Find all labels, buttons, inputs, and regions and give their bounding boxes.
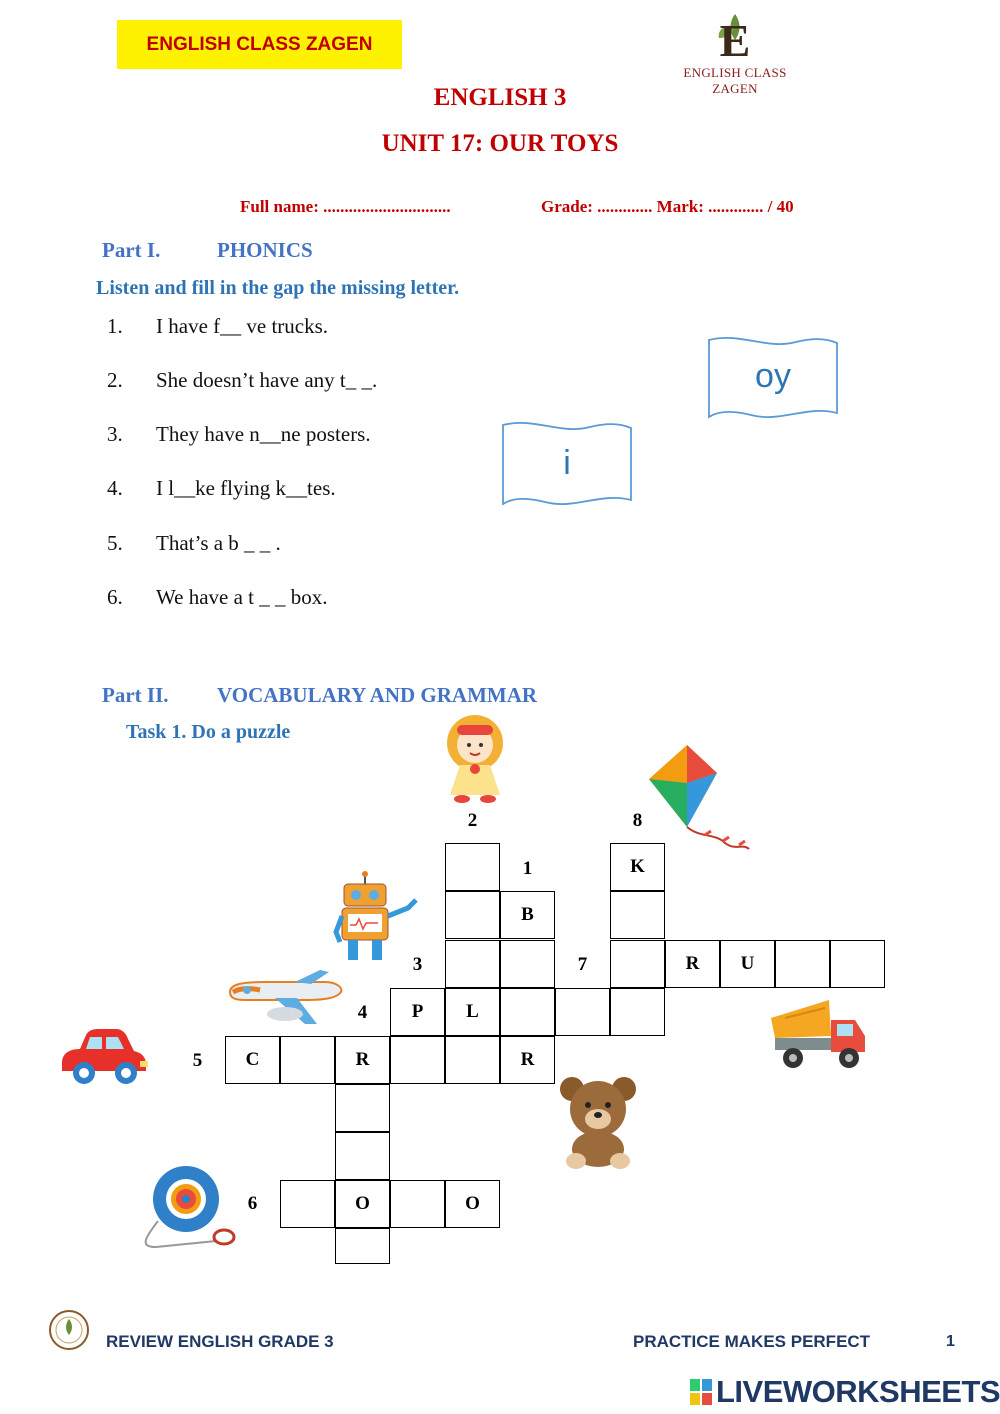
logo (660, 8, 810, 96)
crossword-cell[interactable]: B (500, 891, 555, 939)
footer-right-text: PRACTICE MAKES PERFECT (633, 1332, 871, 1351)
flag-i (500, 420, 634, 508)
crossword-cell[interactable] (390, 1180, 445, 1228)
crossword-cell[interactable] (280, 1180, 335, 1228)
crossword-cell[interactable]: O (445, 1180, 500, 1228)
car-icon (56, 1025, 148, 1089)
crossword-cell[interactable]: R (500, 1036, 555, 1084)
airplane-icon (225, 970, 345, 1028)
grade-mark-field: Grade: ............. Mark: ............. / 40 (541, 197, 794, 216)
crossword-cell[interactable] (445, 843, 500, 891)
clue-number-7: 7 (577, 954, 588, 975)
clue-number-8: 8 (632, 810, 643, 831)
question-text: She doesn’t have any t_ _. (156, 368, 378, 392)
part2-number: Part II. (102, 683, 169, 707)
crossword-cell[interactable]: K (610, 843, 665, 891)
logo-letter: E (719, 15, 751, 60)
flag-label: oy (755, 357, 791, 395)
crossword-cell[interactable] (445, 940, 500, 988)
question-2 (107, 368, 377, 393)
crossword-cell[interactable] (775, 940, 830, 988)
crossword-cell[interactable] (335, 1084, 390, 1132)
question-6 (107, 585, 328, 610)
crossword-cell[interactable]: O (335, 1180, 390, 1228)
clue-number-5: 5 (192, 1050, 203, 1071)
crossword-cell[interactable] (610, 891, 665, 939)
crossword-cell[interactable] (830, 940, 885, 988)
question-text: We have a t _ _ box. (156, 585, 328, 609)
task1-title: Task 1. Do a puzzle (126, 721, 291, 743)
question-text: I have f__ ve trucks. (156, 314, 329, 338)
crossword-cell[interactable] (500, 988, 555, 1036)
crossword-cell[interactable] (445, 891, 500, 939)
question-number: 5. (107, 531, 123, 555)
clue-number-3: 3 (412, 954, 423, 975)
part2-name: VOCABULARY AND GRAMMAR (217, 683, 538, 707)
brand-text: LIVEWORKSHEETS (716, 1374, 1000, 1409)
crossword-cell[interactable]: R (665, 940, 720, 988)
crossword-cell[interactable] (555, 988, 610, 1036)
question-4 (107, 476, 336, 501)
part1-instruction: Listen and fill in the gap the missing letter. (96, 277, 460, 299)
logo-emblem-icon (705, 8, 765, 60)
crossword-cell[interactable] (500, 940, 555, 988)
clue-number-4: 4 (357, 1002, 368, 1023)
part1-name: PHONICS (217, 238, 313, 262)
question-3 (107, 422, 371, 447)
footer-left-text: REVIEW ENGLISH GRADE 3 (106, 1332, 334, 1351)
crossword-cell[interactable] (390, 1036, 445, 1084)
unit-title: UNIT 17: OUR TOYS (381, 130, 619, 157)
question-text: That’s a b _ _ . (156, 531, 281, 555)
crossword-cell[interactable] (335, 1228, 390, 1264)
crossword-cell[interactable] (445, 1036, 500, 1084)
clue-number-6: 6 (247, 1193, 258, 1214)
full-name-field: Full name: .............................. (240, 197, 451, 216)
part1-number: Part I. (102, 238, 161, 262)
part2-heading (102, 683, 537, 708)
question-number: 2. (107, 368, 123, 392)
question-text: I l__ke flying k__tes. (156, 476, 336, 500)
crossword-cell[interactable] (610, 940, 665, 988)
doll-icon (440, 713, 510, 805)
question-1 (107, 314, 328, 339)
crossword-cell[interactable] (280, 1036, 335, 1084)
liveworksheets-brand (690, 1374, 1000, 1410)
page-title: ENGLISH 3 (433, 84, 567, 111)
crossword-cell[interactable]: R (335, 1036, 390, 1084)
question-number: 6. (107, 585, 123, 609)
crossword-cell[interactable] (610, 988, 665, 1036)
question-number: 3. (107, 422, 123, 446)
crossword-cell[interactable]: P (390, 988, 445, 1036)
clue-number-1: 1 (522, 858, 533, 879)
school-seal-icon (48, 1309, 90, 1351)
page-number: 1 (946, 1333, 955, 1350)
question-number: 4. (107, 476, 123, 500)
question-number: 1. (107, 314, 123, 338)
truck-icon (765, 990, 869, 1076)
flag-label: i (563, 444, 571, 482)
crossword-cell[interactable]: L (445, 988, 500, 1036)
crossword-cell[interactable] (335, 1132, 390, 1180)
liveworksheets-logo-icon (690, 1379, 714, 1405)
clue-number-2: 2 (467, 810, 478, 831)
crossword-cell[interactable]: C (225, 1036, 280, 1084)
logo-text: ENGLISH CLASS ZAGEN (683, 65, 787, 96)
class-badge: ENGLISH CLASS ZAGEN (117, 20, 402, 69)
question-5 (107, 531, 281, 556)
crossword-cell[interactable]: U (720, 940, 775, 988)
part1-heading (102, 238, 313, 263)
question-text: They have n__ne posters. (156, 422, 371, 446)
teddy-bear-icon (556, 1073, 640, 1171)
flag-oy (706, 335, 840, 421)
